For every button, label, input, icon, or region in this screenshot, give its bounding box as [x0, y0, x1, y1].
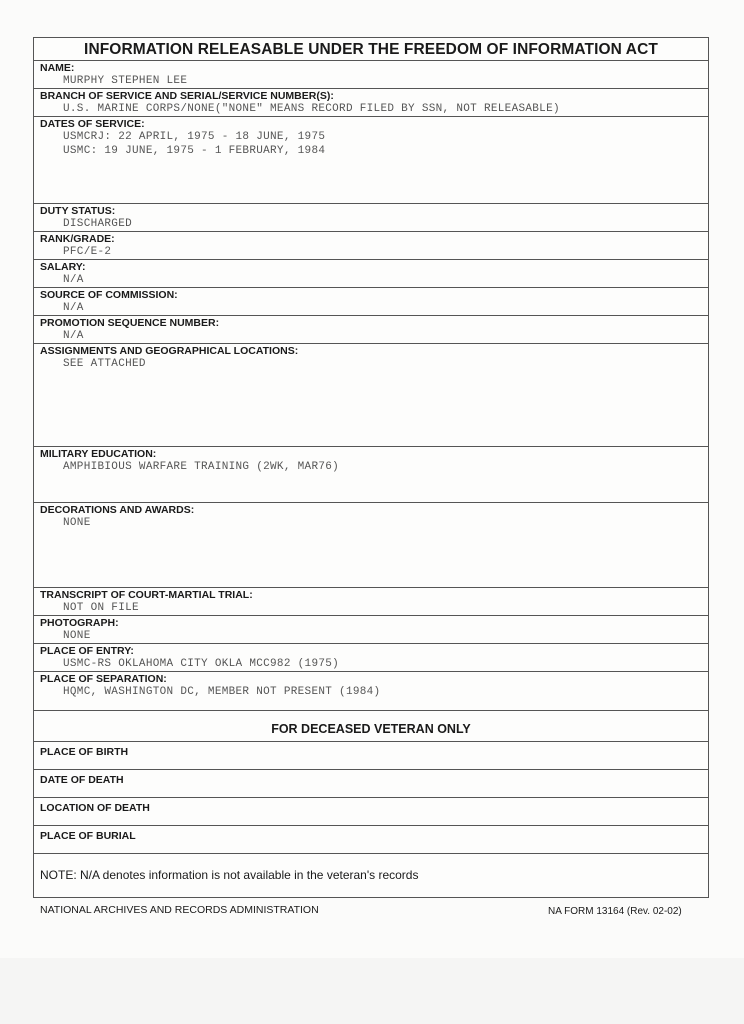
field-label: BRANCH OF SERVICE AND SERIAL/SERVICE NUMBER(S):: [40, 90, 334, 102]
field-value: NOT ON FILE: [63, 602, 139, 614]
field-place-of-entry: [34, 644, 708, 672]
field-dates-of-service: [34, 117, 708, 204]
note-text: NOTE: N/A denotes information is not available in the veteran's records: [40, 868, 419, 882]
field-label: PLACE OF BIRTH: [40, 746, 129, 758]
field-label: SOURCE OF COMMISSION:: [40, 289, 178, 301]
field-photograph: [34, 616, 708, 644]
field-label: DATES OF SERVICE:: [40, 118, 145, 130]
field-salary: [34, 260, 708, 288]
field-value: AMPHIBIOUS WARFARE TRAINING (2WK, MAR76): [63, 461, 340, 473]
field-value: USMC: 19 JUNE, 1975 - 1 FEBRUARY, 1984: [63, 145, 326, 157]
footer-agency: NATIONAL ARCHIVES AND RECORDS ADMINISTRATION: [40, 904, 319, 916]
page-bottom-margin: [0, 958, 744, 1024]
field-label: PLACE OF ENTRY:: [40, 645, 134, 657]
field-promotion-sequence-number: [34, 316, 708, 344]
field-source-of-commission: [34, 288, 708, 316]
field-value: SEE ATTACHED: [63, 358, 146, 370]
field-value: N/A: [63, 302, 84, 314]
field-label: PROMOTION SEQUENCE NUMBER:: [40, 317, 220, 329]
field-value: USMCRJ: 22 APRIL, 1975 - 18 JUNE, 1975: [63, 131, 326, 143]
field-date-of-death: [34, 770, 708, 798]
field-value: USMC-RS OKLAHOMA CITY OKLA MCC982 (1975): [63, 658, 340, 670]
field-value: N/A: [63, 330, 84, 342]
foia-form: [33, 37, 709, 898]
field-value: N/A: [63, 274, 84, 286]
field-place-of-birth: [34, 742, 708, 770]
field-assignments: [34, 344, 708, 447]
deceased-section-heading: FOR DECEASED VETERAN ONLY: [34, 710, 708, 742]
field-label: ASSIGNMENTS AND GEOGRAPHICAL LOCATIONS:: [40, 345, 299, 357]
field-name: [34, 61, 708, 89]
field-label: LOCATION OF DEATH: [40, 802, 150, 814]
field-label: TRANSCRIPT OF COURT-MARTIAL TRIAL:: [40, 589, 253, 601]
field-place-of-separation: [34, 672, 708, 710]
field-label: RANK/GRADE:: [40, 233, 115, 245]
field-label: DUTY STATUS:: [40, 205, 116, 217]
field-location-of-death: [34, 798, 708, 826]
footer-form-number: NA FORM 13164 (Rev. 02-02): [548, 906, 682, 917]
field-label: MILITARY EDUCATION:: [40, 448, 157, 460]
field-label: PLACE OF BURIAL: [40, 830, 136, 842]
field-value: NONE: [63, 517, 91, 529]
field-decorations-and-awards: [34, 503, 708, 588]
field-value: NONE: [63, 630, 91, 642]
field-court-martial-transcript: [34, 588, 708, 616]
field-value: MURPHY STEPHEN LEE: [63, 75, 188, 87]
field-place-of-burial: [34, 826, 708, 854]
field-duty-status: [34, 204, 708, 232]
field-value: DISCHARGED: [63, 218, 133, 230]
form-title: INFORMATION RELEASABLE UNDER THE FREEDOM OF INFORMATION ACT: [34, 38, 708, 61]
field-label: DATE OF DEATH: [40, 774, 124, 786]
field-label: PHOTOGRAPH:: [40, 617, 119, 629]
field-label: PLACE OF SEPARATION:: [40, 673, 167, 685]
field-value: PFC/E-2: [63, 246, 112, 258]
field-value: U.S. MARINE CORPS/NONE("NONE" MEANS RECORD FILED BY SSN, NOT RELEASABLE): [63, 103, 560, 115]
field-rank-grade: [34, 232, 708, 260]
field-label: NAME:: [40, 62, 75, 74]
field-label: SALARY:: [40, 261, 86, 273]
field-military-education: [34, 447, 708, 503]
field-branch-of-service: [34, 89, 708, 117]
field-value: HQMC, WASHINGTON DC, MEMBER NOT PRESENT (1984): [63, 686, 381, 698]
field-label: DECORATIONS AND AWARDS:: [40, 504, 195, 516]
